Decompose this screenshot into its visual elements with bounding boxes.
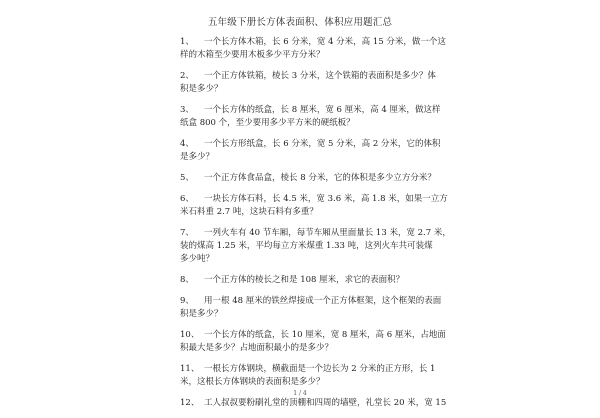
problem-item xyxy=(180,295,442,321)
problem-number: 1、 xyxy=(180,37,194,47)
problem-text xyxy=(180,329,446,355)
problem-number: 2、 xyxy=(180,71,194,81)
problem-number: 7、 xyxy=(180,228,194,238)
problem-text-line: 米，这根长方体钢块的表面积是多少？ xyxy=(180,377,325,387)
problem-text xyxy=(204,274,424,287)
problem-item xyxy=(180,172,436,185)
problem-text xyxy=(180,70,436,96)
problem-number: 12、 xyxy=(180,398,200,408)
problem-text-line: 一个正方体食品盒，棱长 8 分米，它的体积是多少立方分米？ xyxy=(204,173,436,183)
problem-text-line: 一个正方体的棱长之和是 108 厘米，求它的表面积？ xyxy=(204,275,405,285)
problem-text xyxy=(180,193,448,219)
problem-text-line: 一个正方体铁箱，棱长 3 分米，这个铁箱的表面积是多少？体 xyxy=(204,71,436,81)
problem-text-line: 积是多少？ xyxy=(180,309,223,319)
problem-item xyxy=(180,227,451,266)
problem-text-line: 一个长方体木箱，长 6 分米，宽 4 分米，高 15 分米，做一个这 xyxy=(204,37,446,47)
problem-text-line: 积是多少？ xyxy=(180,84,223,94)
problem-text-line: 米石料重 2.7 吨，这块石料有多重？ xyxy=(180,207,318,217)
problem-text xyxy=(180,104,441,130)
problem-item xyxy=(180,138,441,164)
problem-number: 9、 xyxy=(180,296,194,306)
problem-item xyxy=(180,36,446,62)
problem-number: 3、 xyxy=(180,105,194,115)
problem-text-line: 一根长方体钢块，横截面是一个边长为 2 分米的正方形，长 1 xyxy=(204,364,436,374)
problem-text-line: 多少吨？ xyxy=(180,254,215,264)
problem-text xyxy=(204,172,436,185)
problem-text xyxy=(180,138,441,164)
page-indicator: 1 / 4 xyxy=(293,390,307,397)
problem-list xyxy=(180,36,451,418)
problem-text-line: 是多少？ xyxy=(180,152,215,162)
problem-text-line: 一列火车有 40 节车厢，每节车厢从里面量长 13 米，宽 2.7 米， xyxy=(204,228,451,238)
problem-number: 10、 xyxy=(180,330,200,340)
problem-item xyxy=(180,329,446,355)
problem-text xyxy=(180,227,451,266)
problem-text-line: 积最大是多少？占地面积最小的是多少？ xyxy=(180,343,334,353)
problem-number: 11、 xyxy=(180,364,200,374)
problem-text-line: 一个长方体的纸盒，长 8 厘米，宽 6 厘米，高 4 厘米，做这样 xyxy=(204,105,441,115)
problem-text xyxy=(180,36,446,62)
problem-text-line: 工人叔叔要粉刷礼堂的顶棚和四周的墙壁，礼堂长 20 米，宽 15 xyxy=(204,398,447,408)
document-title: 五年级下册长方体表面积、体积应用题汇总 xyxy=(207,17,393,28)
problem-text-line: 样的木箱至少要用木板多少平方分米？ xyxy=(180,50,325,60)
problem-text-line: 一个长方形纸盒，长 6 分米，宽 5 分米，高 2 分米，它的体积 xyxy=(204,139,441,149)
problem-text-line: 装的煤高 1.25 米，平均每立方米煤重 1.33 吨，这列火车共可装煤 xyxy=(180,241,433,251)
problem-number: 6、 xyxy=(180,194,194,204)
problem-text-line: 纸盒 800 个，至少要用多少平方米的硬纸板？ xyxy=(180,118,355,128)
problem-text xyxy=(204,397,447,410)
problem-number: 5、 xyxy=(180,173,194,183)
problem-item xyxy=(180,363,436,389)
problem-item xyxy=(180,274,424,287)
problem-item xyxy=(180,397,447,410)
problem-text-line: 用一根 48 厘米的铁丝焊接成一个正方体框架，这个框架的表面 xyxy=(204,296,442,306)
problem-item xyxy=(180,70,436,96)
problem-item xyxy=(180,193,448,219)
problem-item xyxy=(180,104,441,130)
problem-number: 4、 xyxy=(180,139,194,149)
problem-text-line: 一块长方体石料，长 4.5 米，宽 3.6 米，高 1.8 米，如果一立方 xyxy=(204,194,448,204)
problem-text xyxy=(180,295,442,321)
problem-number: 8、 xyxy=(180,275,194,285)
problem-text-line: 一个长方体的纸盒，长 10 厘米，宽 8 厘米，高 6 厘米，占地面 xyxy=(204,330,446,340)
